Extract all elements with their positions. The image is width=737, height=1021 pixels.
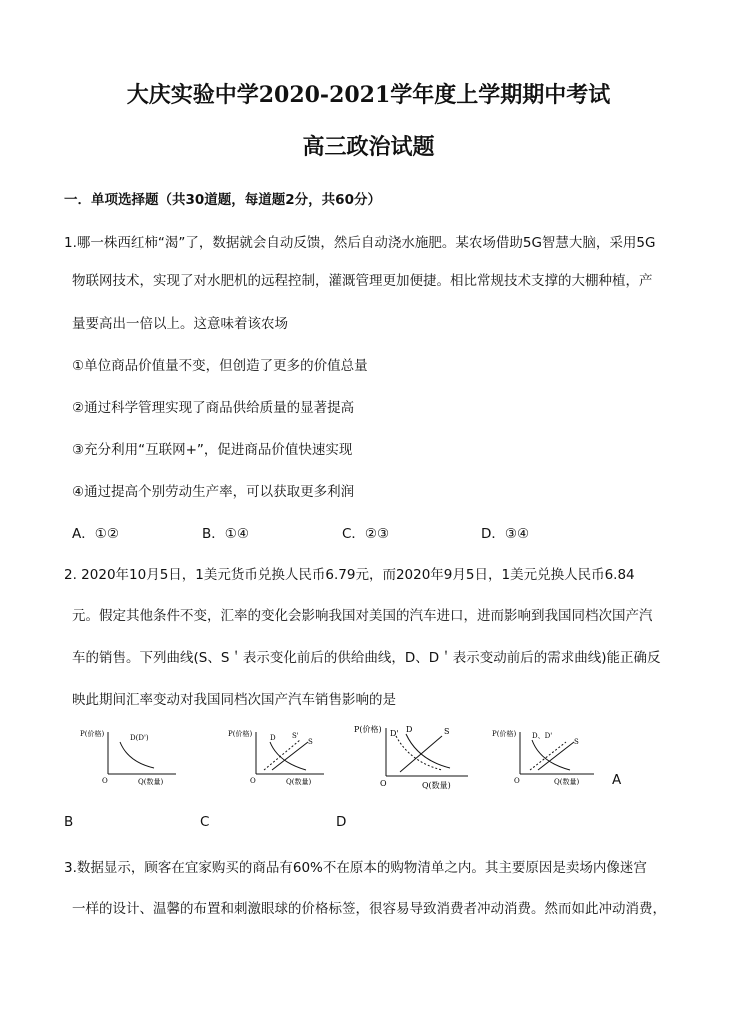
q2-graph-1 (78, 726, 178, 788)
d-label: D (270, 734, 276, 742)
q2-graph-2 (226, 726, 326, 788)
q1-item-3: ③充分利用“互联网+”，促进商品价值快速实现 (72, 442, 353, 458)
q2-stem-line-4: 映此期间汇率变动对我国同档次国产汽车销售影响的是 (72, 692, 396, 708)
exam-title: 大庆实验中学2020-2021学年度上学期期中考试 (126, 82, 611, 108)
q-axis-label: Q(数量) (422, 781, 451, 790)
q1-item-1: ①单位商品价值量不变，但创造了更多的价值总量 (72, 358, 368, 374)
graph-letter-c: C (200, 814, 210, 830)
p-axis-label: P(价格) (354, 725, 382, 734)
s-label: S (444, 727, 450, 736)
q3-stem-line-1: 3.数据显示，顾客在宜家购买的商品有60%不在原本的购物清单之内。其主要原因是卖场内像迷宫 (64, 860, 647, 876)
q1-item-4: ④通过提高个别劳动生产率，可以获取更多利润 (72, 484, 355, 500)
supply-curve (538, 742, 574, 770)
d-label: D (406, 725, 413, 734)
q-axis-label: Q(数量) (138, 778, 164, 786)
q2-graph-4 (490, 726, 598, 788)
origin-label: O (250, 777, 256, 785)
p-axis-label: P(价格) (228, 730, 253, 738)
q-axis-label: Q(数量) (554, 778, 580, 786)
q3-stem-line-2: 一样的设计、温馨的布置和刺激眼球的价格标签，很容易导致消费者冲动消费。然而如此冲动消费， (72, 901, 666, 917)
s-label: S (308, 738, 313, 746)
q1-item-2: ②通过科学管理实现了商品供给质量的显著提高 (72, 400, 355, 416)
graph-letter-a: A (612, 772, 622, 788)
demand-curve (532, 740, 570, 770)
origin-label: O (102, 777, 108, 785)
q2-stem-line-1: 2. 2020年10月5日，1美元货币兑换人民币6.79元，而2020年9月5日，1美元兑换人民币6.84 (64, 567, 635, 583)
q1-option-b: B．①④ (202, 526, 249, 542)
graph-letter-b: B (64, 814, 74, 830)
q2-stem-line-3: 车的销售。下列曲线(S、S＇表示变化前后的供给曲线，D、D＇表示变动前后的需求曲线)能正确反 (72, 650, 661, 666)
demand-curve-new (396, 736, 442, 770)
q-axis-label: Q(数量) (286, 778, 312, 786)
graph-letter-d: D (336, 814, 347, 830)
q2-stem-line-2: 元。假定其他条件不变，汇率的变化会影响我国对美国的汽车进口，进而影响到我国同档次国产汽 (72, 608, 653, 624)
demand-curve (270, 742, 306, 770)
origin-label: O (514, 777, 520, 785)
origin-label: O (380, 779, 387, 788)
q1-option-c: C．②③ (342, 526, 390, 542)
s-label: S (574, 738, 579, 746)
p-axis-label: P(价格) (80, 730, 105, 738)
section-heading: 一．单项选择题（共30道题，每道题2分，共60分） (64, 192, 381, 208)
p-axis-label: P(价格) (492, 730, 517, 738)
supply-curve (400, 736, 442, 772)
exam-subtitle: 高三政治试题 (302, 134, 435, 160)
supply-curve (272, 742, 308, 770)
q1-stem-line-2: 物联网技术，实现了对水肥机的远程控制，灌溉管理更加便捷。相比常规技术支撑的大棚种植，产 (72, 273, 653, 289)
demand-curve (120, 742, 154, 768)
q1-option-d: D．③④ (481, 526, 530, 542)
q1-stem-line-1: 1.哪一株西红柿“渴”了，数据就会自动反馈，然后自动浇水施肥。某农场借助5G智慧大脑，采用5G (64, 235, 656, 251)
demand-curve (406, 734, 450, 768)
curve-label: D(D') (130, 734, 149, 742)
d-label: D、D' (532, 732, 553, 740)
d-prime-label: D' (390, 729, 399, 738)
q2-graph-3 (352, 722, 470, 792)
q1-stem-line-3: 量要高出一倍以上。这意味着该农场 (72, 316, 288, 332)
q1-option-a: A．①② (72, 526, 119, 542)
s-prime-label: S' (292, 732, 299, 740)
